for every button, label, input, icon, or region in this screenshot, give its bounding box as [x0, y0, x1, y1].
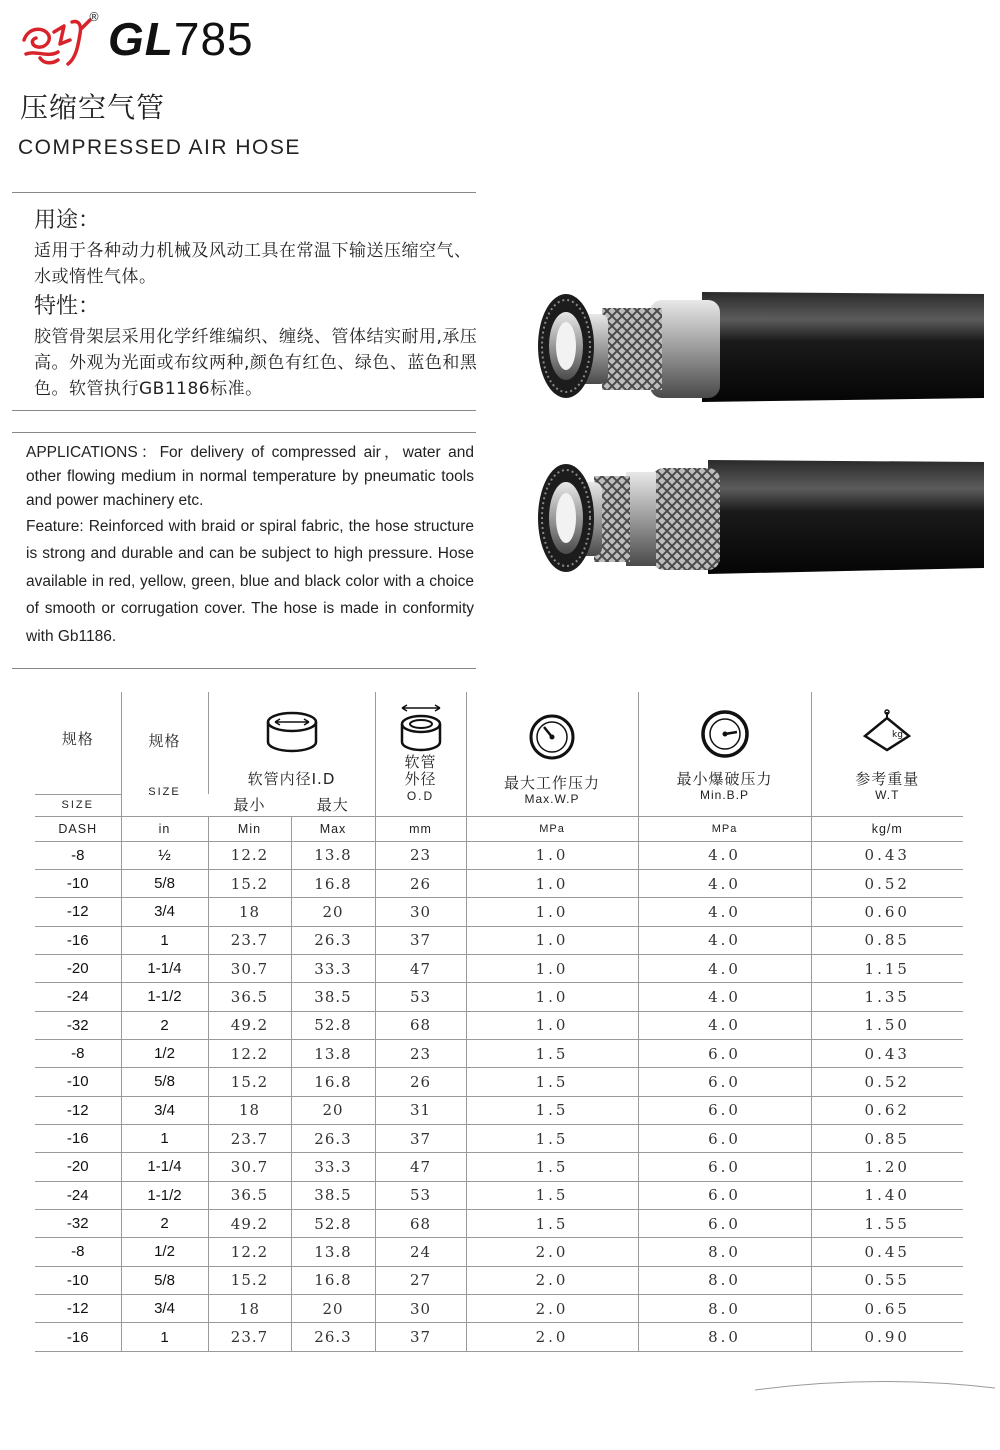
table-row — [35, 1181, 963, 1209]
hose-inner-diameter-icon — [265, 710, 319, 754]
divider — [12, 432, 476, 433]
bp-en-label: Min.B.P — [699, 788, 749, 802]
cell-od: 37 — [375, 926, 466, 954]
id-min-cn-label: 最小 — [208, 794, 291, 816]
od-cn-label-1: 软管 — [404, 753, 437, 771]
cell-wp: 1.5 — [466, 1068, 638, 1096]
cell-wt: 0.43 — [811, 1039, 963, 1067]
cell-wp: 1.0 — [466, 869, 638, 897]
table-row — [35, 1266, 963, 1294]
spec1-cn-label: 规格 — [61, 730, 94, 748]
cell-wt: 1.20 — [811, 1153, 963, 1181]
cell-inch: 2 — [121, 1011, 208, 1039]
divider — [12, 668, 476, 669]
cell-dash: -10 — [35, 869, 121, 897]
cell-od: 47 — [375, 954, 466, 982]
model-prefix: GL — [108, 13, 174, 65]
hose-2 — [538, 460, 984, 574]
cell-wp: 2.0 — [466, 1266, 638, 1294]
header-row-units — [35, 816, 963, 841]
header-row-top — [35, 692, 963, 794]
cell-id-min: 23.7 — [208, 1124, 291, 1152]
cell-dash: -12 — [35, 1295, 121, 1323]
cell-inch: ½ — [121, 841, 208, 869]
cell-id-min: 49.2 — [208, 1209, 291, 1237]
registered-mark: ® — [88, 10, 100, 24]
cell-id-min: 18 — [208, 898, 291, 926]
cell-wt: 1.55 — [811, 1209, 963, 1237]
cell-wp: 1.5 — [466, 1096, 638, 1124]
cell-id-max: 26.3 — [291, 926, 375, 954]
cell-inch: 1 — [121, 926, 208, 954]
cell-id-max: 13.8 — [291, 1238, 375, 1266]
cell-wp: 1.0 — [466, 1011, 638, 1039]
cell-wp: 1.5 — [466, 1039, 638, 1067]
hose-product-image — [532, 286, 988, 596]
cell-id-min: 12.2 — [208, 841, 291, 869]
cell-id-max: 20 — [291, 1096, 375, 1124]
cell-wt: 0.90 — [811, 1323, 963, 1351]
cell-od: 68 — [375, 1209, 466, 1237]
cell-id-min: 36.5 — [208, 983, 291, 1011]
cell-dash: -16 — [35, 1124, 121, 1152]
hose-outer-diameter-icon — [398, 704, 444, 754]
usage-text: 适用于各种动力机械及风动工具在常温下输送压缩空气、水或惰性气体。 — [34, 241, 472, 287]
cell-wt: 0.52 — [811, 1068, 963, 1096]
cell-od: 30 — [375, 1295, 466, 1323]
cell-id-max: 16.8 — [291, 869, 375, 897]
spec1-size-label: SIZE — [35, 794, 121, 816]
cell-inch: 1/2 — [121, 1238, 208, 1266]
cell-id-min: 23.7 — [208, 926, 291, 954]
table-row — [35, 926, 963, 954]
spec-table-body — [35, 841, 963, 1351]
cell-id-min: 18 — [208, 1096, 291, 1124]
cell-wp: 2.0 — [466, 1238, 638, 1266]
product-title-en: COMPRESSED AIR HOSE — [18, 136, 301, 159]
cell-id-max: 20 — [291, 898, 375, 926]
wp-cn-label: 最大工作压力 — [503, 774, 600, 792]
cell-wp: 1.5 — [466, 1181, 638, 1209]
cell-od: 26 — [375, 869, 466, 897]
cell-id-min: 18 — [208, 1295, 291, 1323]
cell-id-max: 33.3 — [291, 1153, 375, 1181]
cell-bp: 6.0 — [638, 1153, 811, 1181]
cell-od: 53 — [375, 983, 466, 1011]
unit-mm: mm — [375, 816, 466, 841]
weight-icon-label: kg — [892, 730, 904, 740]
model-digits: 785 — [173, 13, 254, 65]
cell-dash: -8 — [35, 1039, 121, 1067]
table-row — [35, 1323, 963, 1351]
cell-dash: -12 — [35, 1096, 121, 1124]
divider — [12, 410, 476, 411]
cell-od: 23 — [375, 1039, 466, 1067]
cell-inch: 3/4 — [121, 1096, 208, 1124]
table-row — [35, 1068, 963, 1096]
cell-id-max: 26.3 — [291, 1124, 375, 1152]
cell-dash: -20 — [35, 954, 121, 982]
cell-id-max: 52.8 — [291, 1011, 375, 1039]
model-number — [108, 12, 254, 66]
unit-inch: in — [121, 816, 208, 841]
cell-dash: -8 — [35, 1238, 121, 1266]
cell-bp: 4.0 — [638, 954, 811, 982]
cell-bp: 8.0 — [638, 1238, 811, 1266]
unit-min: Min — [208, 816, 291, 841]
cell-wt: 0.43 — [811, 841, 963, 869]
cell-dash: -16 — [35, 1323, 121, 1351]
cell-od: 31 — [375, 1096, 466, 1124]
cell-dash: -32 — [35, 1209, 121, 1237]
cell-wt: 1.40 — [811, 1181, 963, 1209]
cell-id-max: 52.8 — [291, 1209, 375, 1237]
unit-dash: DASH — [35, 816, 121, 841]
cell-bp: 6.0 — [638, 1068, 811, 1096]
cell-id-min: 15.2 — [208, 1266, 291, 1294]
cell-id-min: 23.7 — [208, 1323, 291, 1351]
cell-wt: 0.60 — [811, 898, 963, 926]
cell-wp: 1.0 — [466, 898, 638, 926]
unit-max: Max — [291, 816, 375, 841]
table-row — [35, 1238, 963, 1266]
cell-bp: 6.0 — [638, 1096, 811, 1124]
cell-wp: 1.0 — [466, 954, 638, 982]
cell-id-max: 38.5 — [291, 983, 375, 1011]
col-od-header — [375, 692, 466, 816]
cell-wp: 1.5 — [466, 1124, 638, 1152]
feature-text: 胶管骨架层采用化学纤维编织、缠绕、管体结实耐用,承压高。外观为光面或布纹两种,颜色有红色、绿色、蓝色和黑色。软管执行GB1186标准。 — [34, 327, 478, 399]
cell-bp: 4.0 — [638, 898, 811, 926]
col-bp-header — [638, 692, 811, 816]
cell-dash: -24 — [35, 1181, 121, 1209]
cell-od: 47 — [375, 1153, 466, 1181]
table-row — [35, 983, 963, 1011]
cell-od: 37 — [375, 1124, 466, 1152]
cell-bp: 4.0 — [638, 869, 811, 897]
col-spec1-header — [35, 692, 121, 794]
table-row — [35, 954, 963, 982]
english-description — [26, 441, 474, 650]
cell-wt: 0.85 — [811, 926, 963, 954]
wt-cn-label: 参考重量 — [855, 770, 920, 788]
cell-dash: -12 — [35, 898, 121, 926]
cell-bp: 8.0 — [638, 1266, 811, 1294]
cell-od: 53 — [375, 1181, 466, 1209]
cell-wp: 2.0 — [466, 1295, 638, 1323]
cell-dash: -16 — [35, 926, 121, 954]
pressure-gauge-icon — [527, 714, 577, 760]
cell-wt: 1.15 — [811, 954, 963, 982]
cell-bp: 6.0 — [638, 1039, 811, 1067]
weight-kg-icon — [861, 708, 913, 754]
cell-dash: -8 — [35, 841, 121, 869]
cell-bp: 6.0 — [638, 1181, 811, 1209]
cell-id-max: 13.8 — [291, 841, 375, 869]
cell-id-max: 26.3 — [291, 1323, 375, 1351]
cell-bp: 8.0 — [638, 1295, 811, 1323]
cell-id-min: 12.2 — [208, 1238, 291, 1266]
spec2-size-label: SIZE — [148, 786, 181, 798]
od-cn-label-2: 外径 — [404, 770, 437, 788]
cell-id-min: 12.2 — [208, 1039, 291, 1067]
table-row — [35, 869, 963, 897]
cell-wp: 1.0 — [466, 983, 638, 1011]
col-spec2-header — [121, 692, 208, 816]
cell-dash: -32 — [35, 1011, 121, 1039]
cell-id-max: 16.8 — [291, 1266, 375, 1294]
od-en-label: O.D — [406, 789, 435, 803]
cell-od: 23 — [375, 841, 466, 869]
cell-bp: 4.0 — [638, 841, 811, 869]
col-id-header — [208, 692, 375, 794]
feature-text-en: Feature: Reinforced with braid or spiral fabric, the hose structure is strong and durable and can be subject to high pressure. Hose available in red, yellow, green, blue and black color with a choice of smooth or corrugation cover. The hose is made in conformity with Gb1186. — [26, 518, 474, 645]
cell-wt: 0.45 — [811, 1238, 963, 1266]
cell-inch: 3/4 — [121, 898, 208, 926]
cell-wp: 1.0 — [466, 926, 638, 954]
cell-inch: 5/8 — [121, 869, 208, 897]
cell-wp: 2.0 — [466, 1323, 638, 1351]
cell-inch: 1-1/4 — [121, 1153, 208, 1181]
cell-dash: -24 — [35, 983, 121, 1011]
cell-inch: 3/4 — [121, 1295, 208, 1323]
cell-dash: -10 — [35, 1068, 121, 1096]
cell-bp: 6.0 — [638, 1124, 811, 1152]
cell-id-max: 38.5 — [291, 1181, 375, 1209]
cell-id-max: 33.3 — [291, 954, 375, 982]
applications-text: APPLICATIONS：For delivery of compressed air，water and other flowing medium in normal temperature by pneumatic tools and power machinery etc. — [26, 444, 474, 509]
cell-wp: 1.0 — [466, 841, 638, 869]
cell-inch: 1 — [121, 1323, 208, 1351]
cell-inch: 1-1/2 — [121, 983, 208, 1011]
cell-inch: 1/2 — [121, 1039, 208, 1067]
cell-wt: 1.35 — [811, 983, 963, 1011]
cell-dash: -10 — [35, 1266, 121, 1294]
usage-heading: 用途： — [34, 208, 101, 233]
table-row — [35, 841, 963, 869]
cell-od: 68 — [375, 1011, 466, 1039]
table-row — [35, 1153, 963, 1181]
feature-heading: 特性： — [34, 294, 101, 319]
spec2-cn-label: 规格 — [148, 732, 181, 750]
cell-od: 26 — [375, 1068, 466, 1096]
cell-inch: 1-1/2 — [121, 1181, 208, 1209]
cell-wt: 1.50 — [811, 1011, 963, 1039]
hose-1 — [538, 292, 984, 402]
bp-cn-label: 最小爆破压力 — [676, 770, 773, 788]
cell-wt: 0.85 — [811, 1124, 963, 1152]
cell-inch: 1 — [121, 1124, 208, 1152]
cell-wt: 0.65 — [811, 1295, 963, 1323]
burst-gauge-icon — [699, 710, 751, 758]
cell-wt: 0.62 — [811, 1096, 963, 1124]
id-max-cn-label: 最大 — [291, 794, 375, 816]
unit-wt: kg/m — [811, 816, 963, 841]
unit-bp: MPa — [638, 816, 811, 841]
spec-table — [35, 692, 963, 1352]
table-row — [35, 1011, 963, 1039]
wt-en-label: W.T — [875, 788, 900, 802]
cell-inch: 5/8 — [121, 1266, 208, 1294]
product-title-cn: 压缩空气管 — [20, 91, 166, 124]
col-wp-header — [466, 692, 638, 816]
table-row — [35, 1039, 963, 1067]
cell-od: 27 — [375, 1266, 466, 1294]
cell-bp: 4.0 — [638, 983, 811, 1011]
cell-inch: 5/8 — [121, 1068, 208, 1096]
cell-bp: 6.0 — [638, 1209, 811, 1237]
cell-id-max: 16.8 — [291, 1068, 375, 1096]
cell-bp: 4.0 — [638, 1011, 811, 1039]
table-row — [35, 1124, 963, 1152]
cell-id-min: 49.2 — [208, 1011, 291, 1039]
cell-bp: 4.0 — [638, 926, 811, 954]
cell-wt: 0.52 — [811, 869, 963, 897]
cell-wp: 1.5 — [466, 1209, 638, 1237]
cell-inch: 2 — [121, 1209, 208, 1237]
cell-dash: -20 — [35, 1153, 121, 1181]
cell-bp: 8.0 — [638, 1323, 811, 1351]
cell-id-min: 36.5 — [208, 1181, 291, 1209]
cell-id-min: 30.7 — [208, 1153, 291, 1181]
cell-inch: 1-1/4 — [121, 954, 208, 982]
decorative-arc — [755, 1376, 995, 1396]
cell-id-max: 20 — [291, 1295, 375, 1323]
id-cn-label: 软管内径I.D — [247, 770, 336, 788]
cell-wp: 1.5 — [466, 1153, 638, 1181]
table-row — [35, 1096, 963, 1124]
cell-od: 24 — [375, 1238, 466, 1266]
table-row — [35, 898, 963, 926]
cell-id-min: 15.2 — [208, 1068, 291, 1096]
cell-od: 37 — [375, 1323, 466, 1351]
cell-id-max: 13.8 — [291, 1039, 375, 1067]
table-row — [35, 1295, 963, 1323]
divider — [12, 192, 476, 193]
cell-id-min: 15.2 — [208, 869, 291, 897]
table-row — [35, 1209, 963, 1237]
cell-id-min: 30.7 — [208, 954, 291, 982]
wp-en-label: Max.W.P — [524, 792, 580, 806]
cell-wt: 0.55 — [811, 1266, 963, 1294]
col-wt-header — [811, 692, 963, 816]
cell-od: 30 — [375, 898, 466, 926]
unit-wp: MPa — [466, 816, 638, 841]
